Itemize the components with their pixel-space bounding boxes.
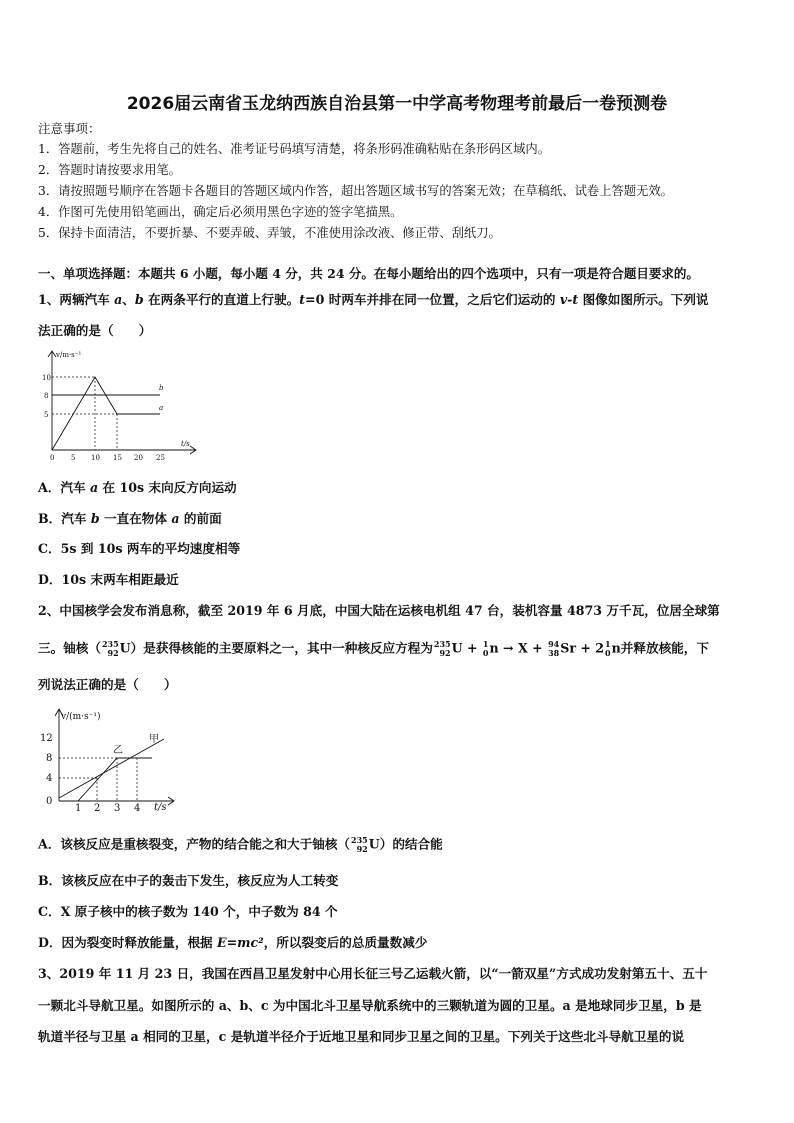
notes-heading: 注意事项：: [38, 121, 101, 136]
q1-option-c: C．5s 到 10s 两车的平均速度相等: [38, 541, 241, 556]
x-tick: 2: [94, 803, 101, 814]
x-axis-label: t/s: [181, 440, 190, 448]
y-tick: 0: [46, 796, 53, 807]
uranium-nuclide: 235 92 U: [101, 639, 131, 658]
note-item: 1．答题前，考生先将自己的姓名、准考证号码填写清楚，将条形码准确粘贴在条形码区域内。: [38, 142, 550, 156]
x-axis-label: t/s: [154, 802, 167, 813]
q3-stem-line3: 轨道半径与卫星 a 相同的卫星，c 是轨道半径介于近地卫星和同步卫星之间的卫星。下列关于这些北斗导航卫星的说: [38, 1029, 685, 1044]
y-tick: 4: [46, 773, 53, 784]
q1-stem-line2: 法正确的是（ ）: [38, 323, 152, 338]
q2-vt-graph: [34, 706, 184, 814]
series-b-label: b: [159, 384, 164, 392]
y-axis-label: v/m·s⁻¹: [56, 351, 82, 359]
note-item: 2．答题时请按要求用笔。: [38, 163, 182, 177]
y-tick: 8: [46, 753, 53, 764]
q1-option-b: B．汽车 b 一直在物体 a 的前面: [38, 511, 222, 526]
q2-option-d: D．因为裂变时释放能量，根据 E=mc²，所以裂变后的总质量数减少: [38, 935, 428, 950]
reaction-equation: 235 92 U + 1 0 n → X + 94 38 Sr + 2 1 0 n: [433, 639, 621, 658]
q2-option-a: A．该核反应是重核裂变，产物的结合能之和大于铀核（ 235 92 U）的结合能: [38, 835, 443, 854]
series-yi-label: 乙: [113, 745, 123, 756]
q3-stem-line1: 3、2019 年 11 月 23 日，我国在西昌卫星发射中心用长征三号乙运载火箭，以“一箭双星”方式成功发射第五十、五十: [38, 966, 708, 981]
note-item: 4．作图可先使用铅笔画出，确定后必须用黑色字迹的签字笔描黑。: [38, 205, 403, 219]
q2-option-b: B．该核反应在中子的轰击下发生，核反应为人工转变: [38, 873, 339, 888]
x-tick: 4: [134, 803, 141, 814]
q1-vt-graph: [34, 348, 204, 466]
q2-stem-line2: 三。铀核（ 235 92 U）是获得核能的主要原料之一，其中一种核反应方程为 235 92 U + 1 0 n → X + 94 38 Sr + 2 1 0 n并释放核能，下: [38, 639, 709, 658]
y-tick: 12: [40, 733, 53, 744]
y-tick: 8: [44, 392, 49, 400]
y-axis-label: v/(m·s⁻¹): [61, 712, 101, 722]
y-tick: 5: [44, 411, 49, 419]
section-heading: 一、单项选择题：本题共 6 小题，每小题 4 分，共 24 分。在每小题给出的四个选项中，只有一项是符合题目要求的。: [38, 266, 699, 281]
q2-stem-line3: 列说法正确的是（ ）: [38, 677, 177, 692]
q1-option-a: A．汽车 a 在 10s 末向反方向运动: [38, 480, 237, 495]
series-jia-label: 甲: [149, 734, 159, 745]
q1-stem-line1: 1、两辆汽车 a、b 在两条平行的直道上行驶。t=0 时两车并排在同一位置，之后它们运动的 v-t 图像如图所示。下列说: [38, 292, 709, 307]
x-tick: 3: [114, 803, 121, 814]
q2-option-c: C．X 原子核中的核子数为 140 个，中子数为 84 个: [38, 904, 338, 919]
series-a-label: a: [159, 404, 164, 412]
q2-stem-line1: 2、中国核学会发布消息称，截至 2019 年 6 月底，中国大陆在运核电机组 47 台，装机容量 4873 万千瓦，位居全球第: [38, 603, 720, 618]
y-tick: 10: [42, 374, 51, 382]
x-tick: 15: [113, 454, 122, 462]
note-item: 5．保持卡面清洁，不要折暴、不要弄破、弄皱，不准使用涂改液、修正带、刮纸刀。: [38, 226, 501, 240]
x-tick: 20: [134, 454, 143, 462]
x-tick: 1: [75, 803, 82, 814]
q1-option-d: D．10s 末两车相距最近: [38, 572, 179, 587]
series-a-line: [52, 377, 160, 450]
x-tick: 0: [50, 454, 55, 462]
x-tick: 25: [156, 454, 165, 462]
q3-stem-line2: 一颗北斗导航卫星。如图所示的 a、b、c 为中国北斗卫星导航系统中的三颗轨道为圆的卫星。a 是地球同步卫星，b 是: [38, 998, 702, 1013]
series-yi-line: [78, 758, 152, 801]
x-tick: 10: [91, 454, 100, 462]
x-tick: 5: [71, 454, 76, 462]
note-item: 3．请按照题号顺序在答题卡各题目的答题区域内作答，超出答题区域书写的答案无效；在草稿纸、试卷上答题无效。: [38, 184, 673, 198]
series-jia-line: [59, 739, 164, 798]
page-title: 2026届云南省玉龙纳西族自治县第一中学高考物理考前最后一卷预测卷: [126, 94, 668, 114]
